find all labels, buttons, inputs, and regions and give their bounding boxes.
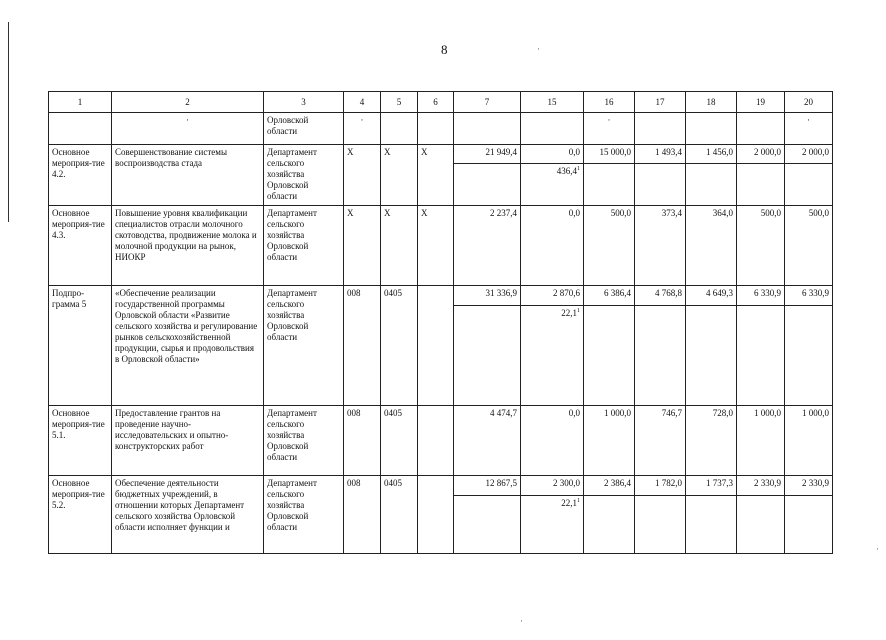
footnote-value: 436,4 — [556, 166, 577, 176]
table-cell: Основное мероприя-тие 5.2. — [49, 476, 112, 554]
table-cell: 728,0 — [686, 406, 737, 476]
table-cell — [737, 306, 785, 406]
table-cell — [521, 306, 584, 406]
margin-line — [8, 22, 9, 222]
header-cell: 16 — [584, 92, 635, 113]
header-cell: 1 — [49, 92, 112, 113]
table-cell: Х — [418, 206, 454, 286]
table-cell — [521, 164, 584, 206]
table-cell: 15 000,0 — [584, 145, 635, 164]
table-cell — [418, 406, 454, 476]
table-cell: 2 386,4 — [584, 476, 635, 496]
header-cell: 3 — [264, 92, 344, 113]
table-cell: «Обеспечение реализации государственной программы Орловской области «Развитие сельского хозяйства и регулирование рынков сельскохозяйственной продукции, сырья и продовольствия в Орловской области» — [112, 286, 264, 406]
table-cell — [635, 496, 686, 554]
table-cell: 2 300,0 — [521, 476, 584, 496]
table-cell: 008 — [344, 286, 381, 406]
footnote-mark: 1 — [577, 498, 580, 504]
table-cell: 1 456,0 — [686, 145, 737, 164]
table-cell: Предоставление грантов на проведение научно-исследовательских и опытно-конструкторских работ — [112, 406, 264, 476]
table-cell: 6 330,9 — [737, 286, 785, 306]
table-row — [49, 206, 833, 286]
table-cell: 0405 — [381, 476, 418, 554]
table-cell — [686, 164, 737, 206]
table-cell — [737, 496, 785, 554]
table-cell: Департамент сельского хозяйства Орловской области — [264, 476, 344, 554]
table-cell: Х — [418, 145, 454, 206]
table-row — [49, 406, 833, 476]
header-cell: 20 — [785, 92, 833, 113]
continuation-row — [49, 113, 833, 145]
table-cell — [49, 113, 112, 145]
table-cell: 4 768,8 — [635, 286, 686, 306]
page-number: 8 — [441, 42, 448, 57]
table-cell: 1 000,0 — [737, 406, 785, 476]
table-cell — [454, 496, 521, 554]
header-cell: 2 — [112, 92, 264, 113]
table-cell: Основное мероприя-тие 4.2. — [49, 145, 112, 206]
table-cell — [686, 113, 737, 145]
table-cell: 4 474,7 — [454, 406, 521, 476]
table-cell: 500,0 — [737, 206, 785, 286]
table-cell: 2 000,0 — [785, 145, 833, 164]
table-cell — [584, 496, 635, 554]
table-cell: Подпро-грамма 5 — [49, 286, 112, 406]
header-cell: 15 — [521, 92, 584, 113]
table-cell — [737, 164, 785, 206]
header-cell: 17 — [635, 92, 686, 113]
table-cell: 31 336,9 — [454, 286, 521, 306]
header-row — [49, 92, 833, 113]
table-cell: 500,0 — [785, 206, 833, 286]
header-cell: 6 — [418, 92, 454, 113]
table-cell: 2 237,4 — [454, 206, 521, 286]
table-cell: Орловской области — [264, 113, 344, 145]
table-cell: Департамент сельского хозяйства Орловской области — [264, 286, 344, 406]
table-cell: 12 867,5 — [454, 476, 521, 496]
table-cell — [686, 496, 737, 554]
table-cell: · — [584, 113, 635, 145]
table-cell: 6 386,4 — [584, 286, 635, 306]
table-cell: Х — [381, 206, 418, 286]
table-cell — [686, 306, 737, 406]
right-dot: · — [876, 544, 879, 554]
budget-table — [48, 91, 833, 554]
table-cell: 0,0 — [521, 406, 584, 476]
table-cell: 0405 — [381, 286, 418, 406]
table-cell — [584, 306, 635, 406]
table-cell — [454, 164, 521, 206]
table-cell: 2 330,9 — [785, 476, 833, 496]
table-cell: Обеспечение деятельности бюджетных учреждений, в отношении которых Департамент сельского хозяйства Орловской области исполняет функции и — [112, 476, 264, 554]
table-cell: Департамент сельского хозяйства Орловской области — [264, 406, 344, 476]
table-cell: 4 649,3 — [686, 286, 737, 306]
table-cell: Х — [344, 206, 381, 286]
table-cell: Департамент сельского хозяйства Орловской области — [264, 206, 344, 286]
table-cell: · — [112, 113, 264, 145]
table-cell — [785, 496, 833, 554]
table-cell: 6 330,9 — [785, 286, 833, 306]
table-cell: 0,0 — [521, 206, 584, 286]
table-cell: 008 — [344, 476, 381, 554]
table-cell — [521, 113, 584, 145]
table-cell: Повышение уровня квалификации специалистов отрасли молочного скотоводства, продвижение молока и молочной продукции на рынок, НИОКР — [112, 206, 264, 286]
table-cell: 746,7 — [635, 406, 686, 476]
footnote-mark: 1 — [577, 308, 580, 314]
table-cell — [521, 496, 584, 554]
table-cell: 2 000,0 — [737, 145, 785, 164]
table-cell — [635, 164, 686, 206]
table-cell: · — [785, 113, 833, 145]
table-cell: 373,4 — [635, 206, 686, 286]
table-cell — [454, 113, 521, 145]
table-cell: 2 330,9 — [737, 476, 785, 496]
table-cell: Основное мероприя-тие 4.3. — [49, 206, 112, 286]
table-cell: Х — [381, 145, 418, 206]
header-cell: 18 — [686, 92, 737, 113]
table-cell — [737, 113, 785, 145]
table-cell — [785, 164, 833, 206]
table-cell: 500,0 — [584, 206, 635, 286]
table-cell: 0405 — [381, 406, 418, 476]
table-cell: 008 — [344, 406, 381, 476]
top-dot: · — [537, 44, 540, 54]
table-cell: 364,0 — [686, 206, 737, 286]
table-row — [49, 286, 833, 306]
table-row — [49, 145, 833, 164]
table-cell — [635, 306, 686, 406]
table-cell — [381, 113, 418, 145]
table-cell: Совершенствование системы воспроизводства стада — [112, 145, 264, 206]
table-row — [49, 476, 833, 496]
table-cell — [454, 306, 521, 406]
footnote-value: 22,1 — [561, 308, 577, 318]
table-cell: 1 493,4 — [635, 145, 686, 164]
bottom-dot: · — [520, 616, 523, 626]
footnote-value: 22,1 — [561, 498, 577, 508]
table-cell: 1 782,0 — [635, 476, 686, 496]
table-cell: Департамент сельского хозяйства Орловской области — [264, 145, 344, 206]
table-cell: 0,0 — [521, 145, 584, 164]
header-cell: 4 — [344, 92, 381, 113]
table-cell — [635, 113, 686, 145]
table-cell: Основное мероприя-тие 5.1. — [49, 406, 112, 476]
header-cell: 5 — [381, 92, 418, 113]
table-cell — [785, 306, 833, 406]
header-cell: 7 — [454, 92, 521, 113]
table-cell: 1 737,3 — [686, 476, 737, 496]
footnote-mark: 1 — [577, 166, 580, 172]
table-cell — [418, 113, 454, 145]
table-cell: Х — [344, 145, 381, 206]
table-cell — [418, 286, 454, 406]
table-cell: 2 870,6 — [521, 286, 584, 306]
header-cell: 19 — [737, 92, 785, 113]
table-cell — [584, 164, 635, 206]
table-cell: 1 000,0 — [584, 406, 635, 476]
table-cell: 21 949,4 — [454, 145, 521, 164]
table-cell: · — [344, 113, 381, 145]
table-cell: 1 000,0 — [785, 406, 833, 476]
table-cell — [418, 476, 454, 554]
